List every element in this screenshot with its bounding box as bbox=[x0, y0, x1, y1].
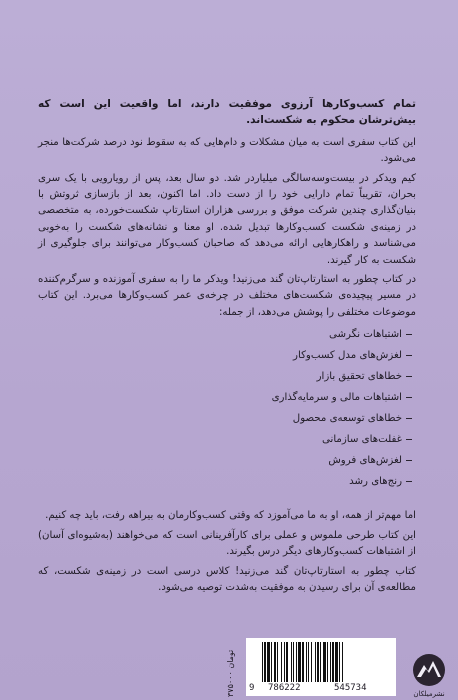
blurb-paragraph: این کتاب طرحی ملموس و عملی برای کارآفرینانی است که می‌خواهند (به‌شیوه‌ای آسان) از اشتباهات کسب‌وکارهای دیگر درس بگیرند. bbox=[38, 529, 416, 558]
lead-sentence: تمام کسب‌وکارها آرزوی موفقیت دارند، اما واقعیت این است که بیش‌ترشان محکوم به شکست‌اند. bbox=[38, 98, 416, 127]
cover-blurb bbox=[38, 96, 416, 599]
list-item: اشتباهات مالی و سرمایه‌گذاری bbox=[38, 387, 412, 408]
blurb-paragraph: این کتاب سفری است به میان مشکلات و دام‌هایی که به سقوط نود درصد شرکت‌ها منجر می‌شود. bbox=[38, 136, 416, 165]
topics-list bbox=[38, 324, 416, 492]
list-item: خطاهای توسعه‌ی محصول bbox=[38, 408, 412, 429]
barcode-digit-group: 545734 bbox=[334, 683, 367, 693]
isbn-barcode bbox=[246, 638, 396, 696]
list-item: غفلت‌های سازمانی bbox=[38, 429, 412, 450]
blurb-paragraph: کتاب چطور به استارتاپ‌تان گند می‌زنید! کلاس درسی است در زمینه‌ی شکست، که مطالعه‌ی آن برای رسیدن به موفقیت به‌شدت توصیه می‌شود. bbox=[38, 565, 416, 593]
list-item: اشتباهات نگرشی bbox=[38, 324, 412, 345]
blurb-paragraph: اما مهم‌تر از همه، او به ما می‌آموزد که وقتی کسب‌وکارمان به بیراهه رفت، باید چه کنیم. bbox=[45, 510, 416, 522]
barcode-bars bbox=[260, 642, 392, 682]
barcode-digit-group: 786222 bbox=[268, 683, 301, 693]
spacer bbox=[38, 496, 416, 508]
list-item: رنج‌های رشد bbox=[38, 471, 412, 492]
barcode-digit-prefix: 9 bbox=[249, 683, 255, 693]
publisher-name: نشرمیلکان bbox=[413, 690, 445, 698]
blurb-paragraph: در کتاب چطور به استارتاپ‌تان گند می‌زنید! ویدکر ما را به سفری آموزنده و سرگرم‌کننده در مسیر پیچیده‌ی شکست‌های مختلف در چرخه‌ی عمر کسب‌وکارها می‌برد. این کتاب موضوعات مختلفی را پوشش می‌دهد، از جمله: bbox=[38, 274, 416, 318]
blurb-paragraph: کیم ویدکر در بیست‌وسه‌سالگی میلیاردر شد. دو سال بعد، پس از رویارویی با یک سری بحران، تقریباً تمام دارایی خود را از دست داد. اما اکنون، بعد از بازسازی ثروتش با بنیان‌گذاری چندین شرکت موفق و بررسی هزاران استارتاپ شکست‌خورده، به متخصصی در زمینه‌ی شکست کسب‌وکارها تبدیل شده. او معنا و نشانه‌های شکست را به‌خوبی می‌شناسد و راهکارهایی ارائه می‌دهد که صاحبان کسب‌وکار می‌توانند برای جلوگیری از شکست به کار گیرند. bbox=[38, 172, 416, 266]
barcode-digits bbox=[246, 683, 396, 695]
list-item: لغزش‌های مدل کسب‌وکار bbox=[38, 345, 412, 366]
price-label: ۳۷۵۰۰۰ تومان bbox=[226, 649, 235, 697]
list-item: خطاهای تحقیق بازار bbox=[38, 366, 412, 387]
list-item: لغزش‌های فروش bbox=[38, 450, 412, 471]
